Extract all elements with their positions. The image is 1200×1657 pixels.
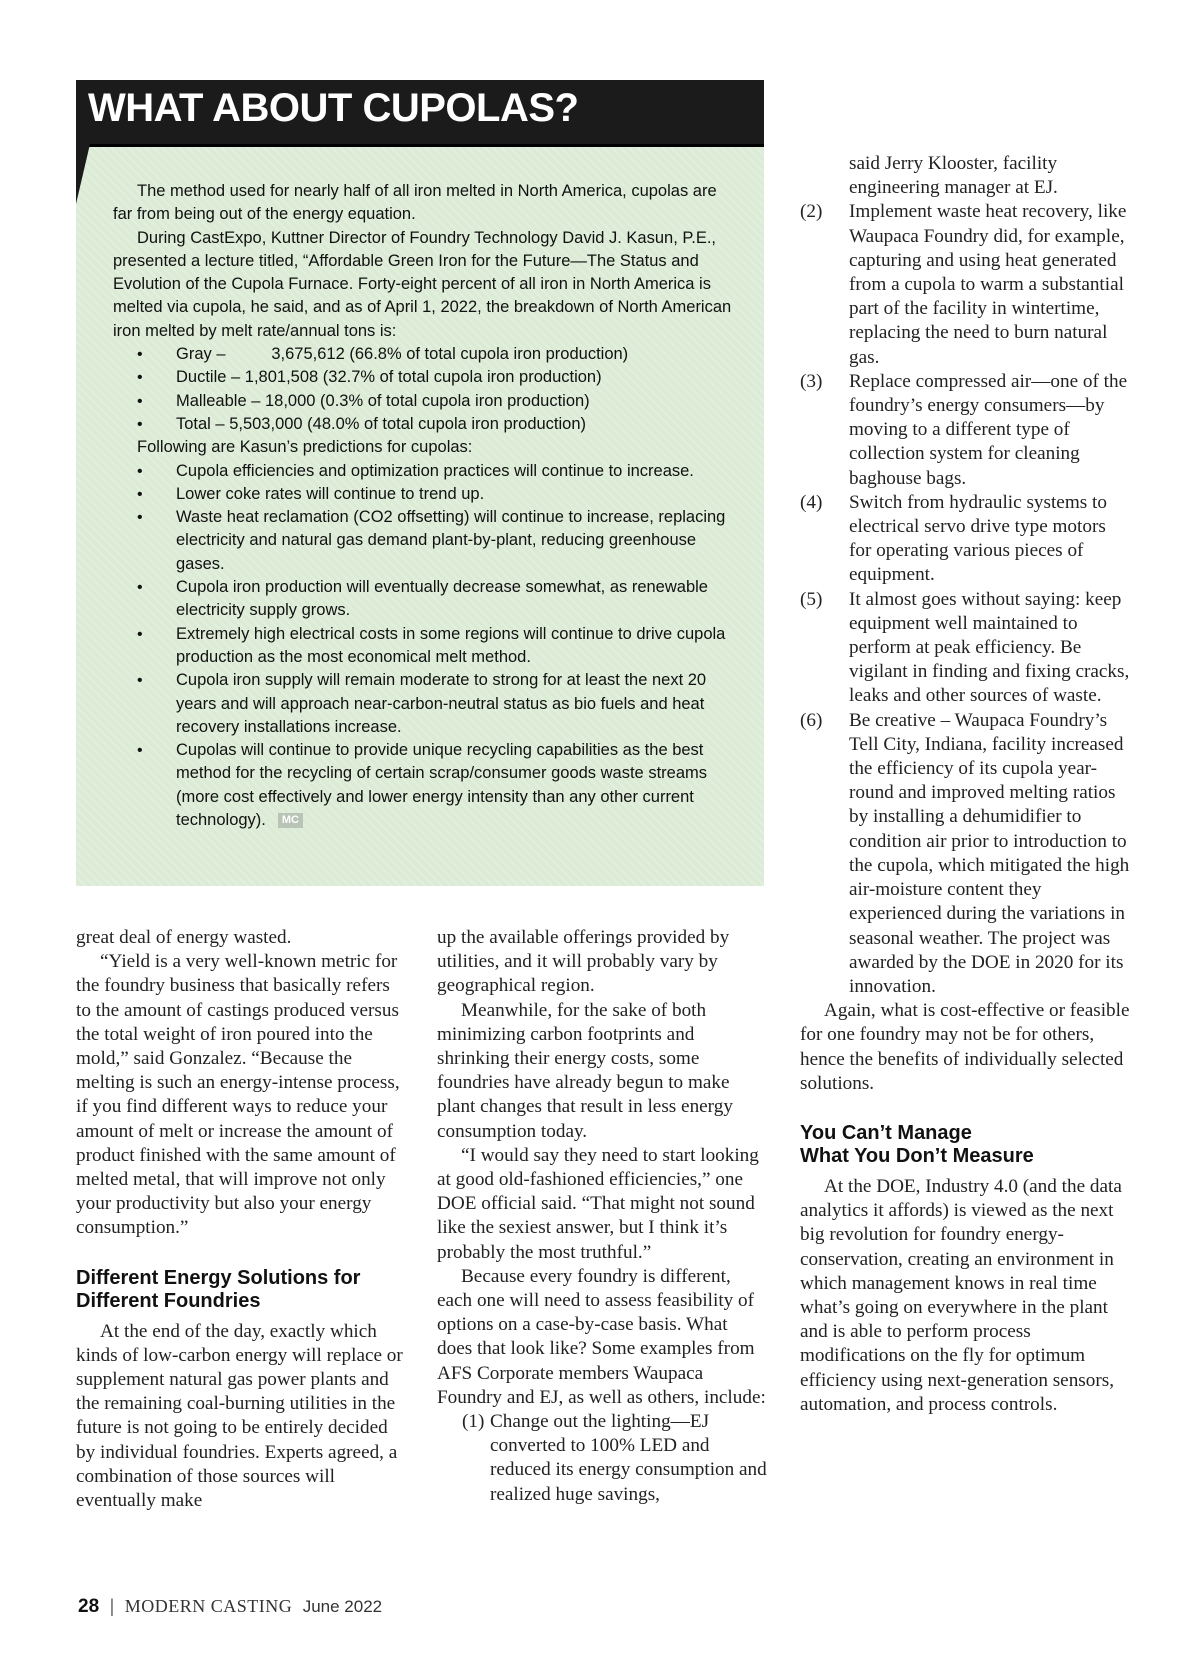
section-heading-line: Different Foundries [76,1290,261,1313]
numbered-item [800,588,1130,709]
paragraph: said Jerry Klooster, facility engineering manager at EJ. [849,153,1058,199]
numbered-item [437,1410,767,1507]
sidebar-intro: The method used for nearly half of all iron melted in North America, cupolas are far from being out of the energy equation. [113,182,717,224]
bullet-icon: • [137,485,143,503]
paragraph: great deal of energy wasted. [76,927,292,948]
bullet-icon: • [137,579,143,597]
sidebar-header [76,80,764,147]
column-3 [800,152,1130,1417]
numbered-item [800,370,1130,491]
issue-date: June 2022 [302,1597,383,1616]
paragraph: up the available offerings provided by utilities, and it will probably vary by geographical region. [437,927,730,997]
column-1 [76,926,406,1513]
section-heading-line: You Can’t Manage [800,1121,972,1144]
paragraph: Again, what is cost-effective or feasible for one foundry may not be for others, hence the benefits of individually selected solutions. [800,1000,1130,1094]
paragraph: At the DOE, Industry 4.0 (and the data analytics it affords) is viewed as the next big revolution for foundry energy-conservation, creating an environment in which management knows in real time what’s going on everywhere in the plant and is able to perform process modifications on the fly for optimum efficiency using next-generation sensors, automation, and process controls. [800,1175,1122,1415]
breakdown-item: • Malleable – 18,000 (0.3% of total cupola iron production) [113,390,733,413]
item-number: (6) [800,709,823,731]
sidebar-box [76,80,764,886]
predictions-intro: Following are Kasun’s predictions for cupolas: [137,438,473,457]
item-number: (3) [800,370,823,392]
sidebar-lecture: During CastExpo, Kuttner Director of Foundry Technology David J. Kasun, P.E., presented a lecture titled, “Affordable Green Iron for the Future—The Status and Evolution of the Cupola Furnace. Forty-eight percent of all iron in North America is melted via cupola, he said, and as of April 1, 2022, the breakdown of North American iron melted by melt rate/annual tons is: [113,228,732,340]
paragraph: At the end of the day, exactly which kinds of low-carbon energy will replace or supplement natural gas power plants and the remaining coal-burning utilities in the future is not going to be entirely decided by individual foundries. Experts agreed, a combination of those sources will eventually make [76,1320,403,1512]
column-2 [437,926,767,1507]
paragraph: “Yield is a very well-known metric for the foundry business that basically refers to the amount of castings produced versus the total weight of iron poured into the mold,” said Gonzalez. “Because the melting is such an energy-intense process, if you find different ways to reduce your amount of melt or increase the amount of product finished with the same amount of melted metal, that will improve not only your productivity but also your energy consumption.” [76,951,400,1239]
bullet-icon: • [137,742,143,760]
breakdown-item: • Gray – 3,675,612 (66.8% of total cupola iron production) [113,343,733,366]
paragraph: Because every foundry is different, each one will need to assess feasibility of options on a case-by-case basis. What does that look like? Some examples from AFS Corporate members Waupaca Foundry and EJ, as well as others, include: [437,1265,766,1408]
mc-end-badge: MC [278,813,303,828]
paragraph: “I would say they need to start looking at good old-fashioned efficiencies,” one DOE official said. “That might not sound like the sexiest answer, but I think it’s probably the most truthful.” [437,1144,759,1263]
prediction-item: • Cupola efficiencies and optimization practices will continue to increase. [113,460,733,483]
prediction-item: • Extremely high electrical costs in some regions will continue to drive cupola production as the most economical melt method. [137,624,726,666]
section-heading-line: What You Don’t Measure [800,1145,1034,1168]
bullet-icon: • [137,392,143,410]
prediction-item: • Cupola iron supply will remain moderate to strong for at least the next 20 years and will approach near-carbon-neutral status as bio fuels and heat recovery installations increase. [137,671,707,736]
magazine-name: MODERN CASTING [124,1596,293,1616]
section-heading [76,1267,406,1314]
bullet-icon: • [137,672,143,690]
breakdown-item: • Total – 5,503,000 (48.0% of total cupola iron production) [113,413,733,436]
sidebar-header-wedge [76,144,90,204]
item-text: Change out the lighting—EJ converted to 100% LED and reduced its energy consumption and realized huge savings, [490,1411,767,1505]
section-heading-line: Different Energy Solutions for [76,1266,361,1289]
predictions-list [113,460,733,833]
sidebar-title: WHAT ABOUT CUPOLAS? [88,86,579,130]
page-number: 28 [78,1596,100,1617]
prediction-item: • Waste heat reclamation (CO2 offsetting) will continue to increase, replacing electricity and natural gas demand plant-by-plant, reducing greenhouse gases. [137,508,726,573]
bullet-icon: • [137,369,143,387]
numbered-item [800,200,1130,369]
prediction-item: • Cupolas will continue to provide unique recycling capabilities as the best method for the recycling of certain scrap/consumer goods waste streams (more cost effectively and lower energy intensity than any other current technology). MC [137,741,707,830]
prediction-item: • Lower coke rates will continue to trend up. [113,483,733,506]
breakdown-item: • Ductile – 1,801,508 (32.7% of total cupola iron production) [113,366,733,389]
paragraph: Meanwhile, for the sake of both minimizing carbon footprints and shrinking their energy costs, some foundries have already begun to make plant changes that result in less energy consumption today. [437,999,733,1142]
sidebar-body [113,180,733,832]
item-text: Switch from hydraulic systems to electrical servo drive type motors for operating various pieces of equipment. [849,491,1107,586]
item-text: It almost goes without saying: keep equipment well maintained to perform at peak efficiency. Be vigilant in finding and fixing cracks, leaks and other sources of waste. [849,588,1130,707]
prediction-item: • Cupola iron production will eventually decrease somewhat, as renewable electricity supply grows. [137,578,708,620]
item-text: Implement waste heat recovery, like Waupaca Foundry did, for example, capturing and using heat generated from a cupola to warm a substantial part of the facility in wintertime, replacing the need to burn natural gas. [849,201,1127,368]
bullet-icon: • [137,509,143,527]
numbered-item [800,491,1130,588]
bullet-icon: • [137,625,143,643]
section-heading [800,1122,1130,1169]
footer-separator: | [109,1596,115,1616]
item-text: Replace compressed air—one of the foundry’s energy consumers—by moving to a different type of collection system for cleaning baghouse bags. [849,370,1128,489]
item-number: (5) [800,588,823,610]
item-text: Be creative – Waupaca Foundry’s Tell City, Indiana, facility increased the efficiency of its cupola year-round and improved melting ratios by installing a dehumidifier to condition air prior to introduction to the cupola, which mitigated the high air-moisture content they experienced during the variations in seasonal weather. The project was awarded by the DOE in 2020 for its innovation. [849,709,1130,997]
item-number: (1) [462,1411,485,1433]
item-number: (2) [800,201,823,223]
page-footer [78,1596,382,1618]
numbered-item [800,709,1130,999]
breakdown-list [113,343,733,436]
bullet-icon: • [137,462,143,480]
item-number: (4) [800,491,823,513]
bullet-icon: • [137,346,143,364]
bullet-icon: • [137,415,143,433]
